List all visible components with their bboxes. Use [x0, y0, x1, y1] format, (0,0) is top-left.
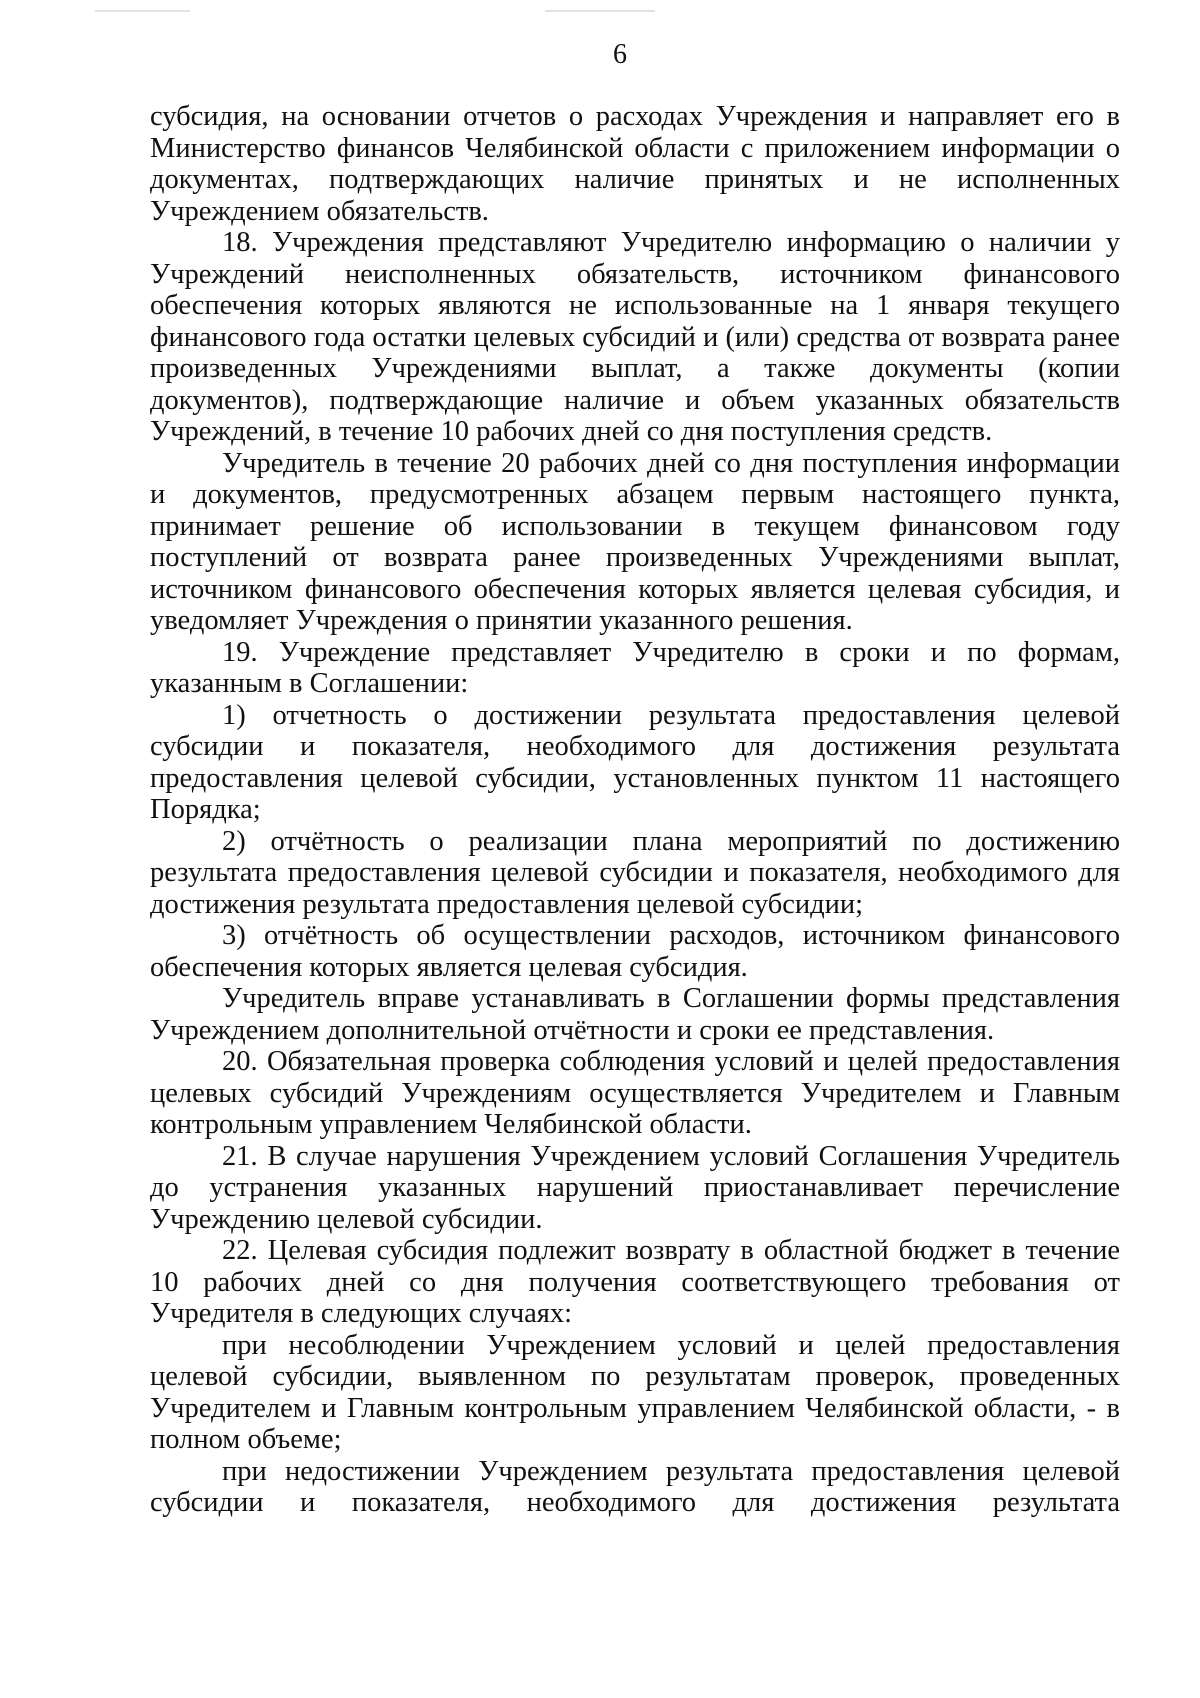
list-item-3: 3) отчётность об осуществлении расходов, источником финансового обеспечения которых является целевая субсидия.: [150, 920, 1120, 983]
page-number: 6: [613, 39, 627, 70]
paragraph-18: 18. Учреждения представляют Учредителю информацию о наличии у Учреждений неисполненных обязательств, источником финансового обеспечения которых являются не использованные на 1 января текущего финансового года остатки целевых субсидий и (или) средства от возврата ранее произведенных Учреждениями выплат, а также документы (копии документов), подтверждающие наличие и объем указанных обязательств Учреждений, в течение 10 рабочих дней со дня поступления средств.: [150, 227, 1120, 447]
paragraph-22: 22. Целевая субсидия подлежит возврату в областной бюджет в течение 10 рабочих дней со дня получения соответствующего требования от Учредителя в следующих случаях:: [150, 1235, 1120, 1329]
document-body: [150, 101, 1120, 1519]
list-item-2: 2) отчётность о реализации плана мероприятий по достижению результата предоставления целевой субсидии и показателя, необходимого для достижения результата предоставления целевой субсидии;: [150, 825, 1120, 920]
paragraph-20: 20. Обязательная проверка соблюдения условий и целей предоставления целевых субсидий Учреждениям осуществляется Учредителем и Главным контрольным управлением Челябинской области.: [150, 1046, 1120, 1140]
paragraph-19: 19. Учреждение представляет Учредителю в сроки и по формам, указанным в Соглашении:: [150, 636, 1120, 699]
paragraph-19-note: Учредитель вправе устанавливать в Соглашении формы представления Учреждением дополнительной отчётности и сроки ее представления.: [150, 983, 1120, 1046]
paragraph-21: 21. В случае нарушения Учреждением условий Соглашения Учредитель до устранения указанных нарушений приостанавливает перечисление Учреждению целевой субсидии.: [150, 1140, 1120, 1235]
list-item-1: 1) отчетность о достижении результата предоставления целевой субсидии и показателя, необходимого для достижения результата предоставления целевой субсидии, установленных пунктом 11 настоящего Порядка;: [150, 699, 1120, 825]
paragraph-22-case-1: при несоблюдении Учреждением условий и целей предоставления целевой субсидии, выявленном по результатам проверок, проведенных Учредителем и Главным контрольным управлением Челябинской области, - в полном объеме;: [150, 1329, 1120, 1455]
paragraph-continuation: субсидия, на основании отчетов о расходах Учреждения и направляет его в Министерство финансов Челябинской области с приложением информации о документах, подтверждающих наличие принятых и не исполненных Учреждением обязательств.: [150, 101, 1120, 227]
paragraph-22-case-2: при недостижении Учреждением результата предоставления целевой субсидии и показателя, необходимого для достижения результата: [150, 1455, 1120, 1518]
paragraph-18-second: Учредитель в течение 20 рабочих дней со дня поступления информации и документов, предусмотренных абзацем первым настоящего пункта, принимает решение об использовании в текущем финансовом году поступлений от возврата ранее произведенных Учреждениями выплат, источником финансового обеспечения которых является целевая субсидия, и уведомляет Учреждения о принятии указанного решения.: [150, 447, 1120, 636]
scan-artifact: [95, 10, 190, 12]
scan-artifact: [545, 10, 655, 12]
